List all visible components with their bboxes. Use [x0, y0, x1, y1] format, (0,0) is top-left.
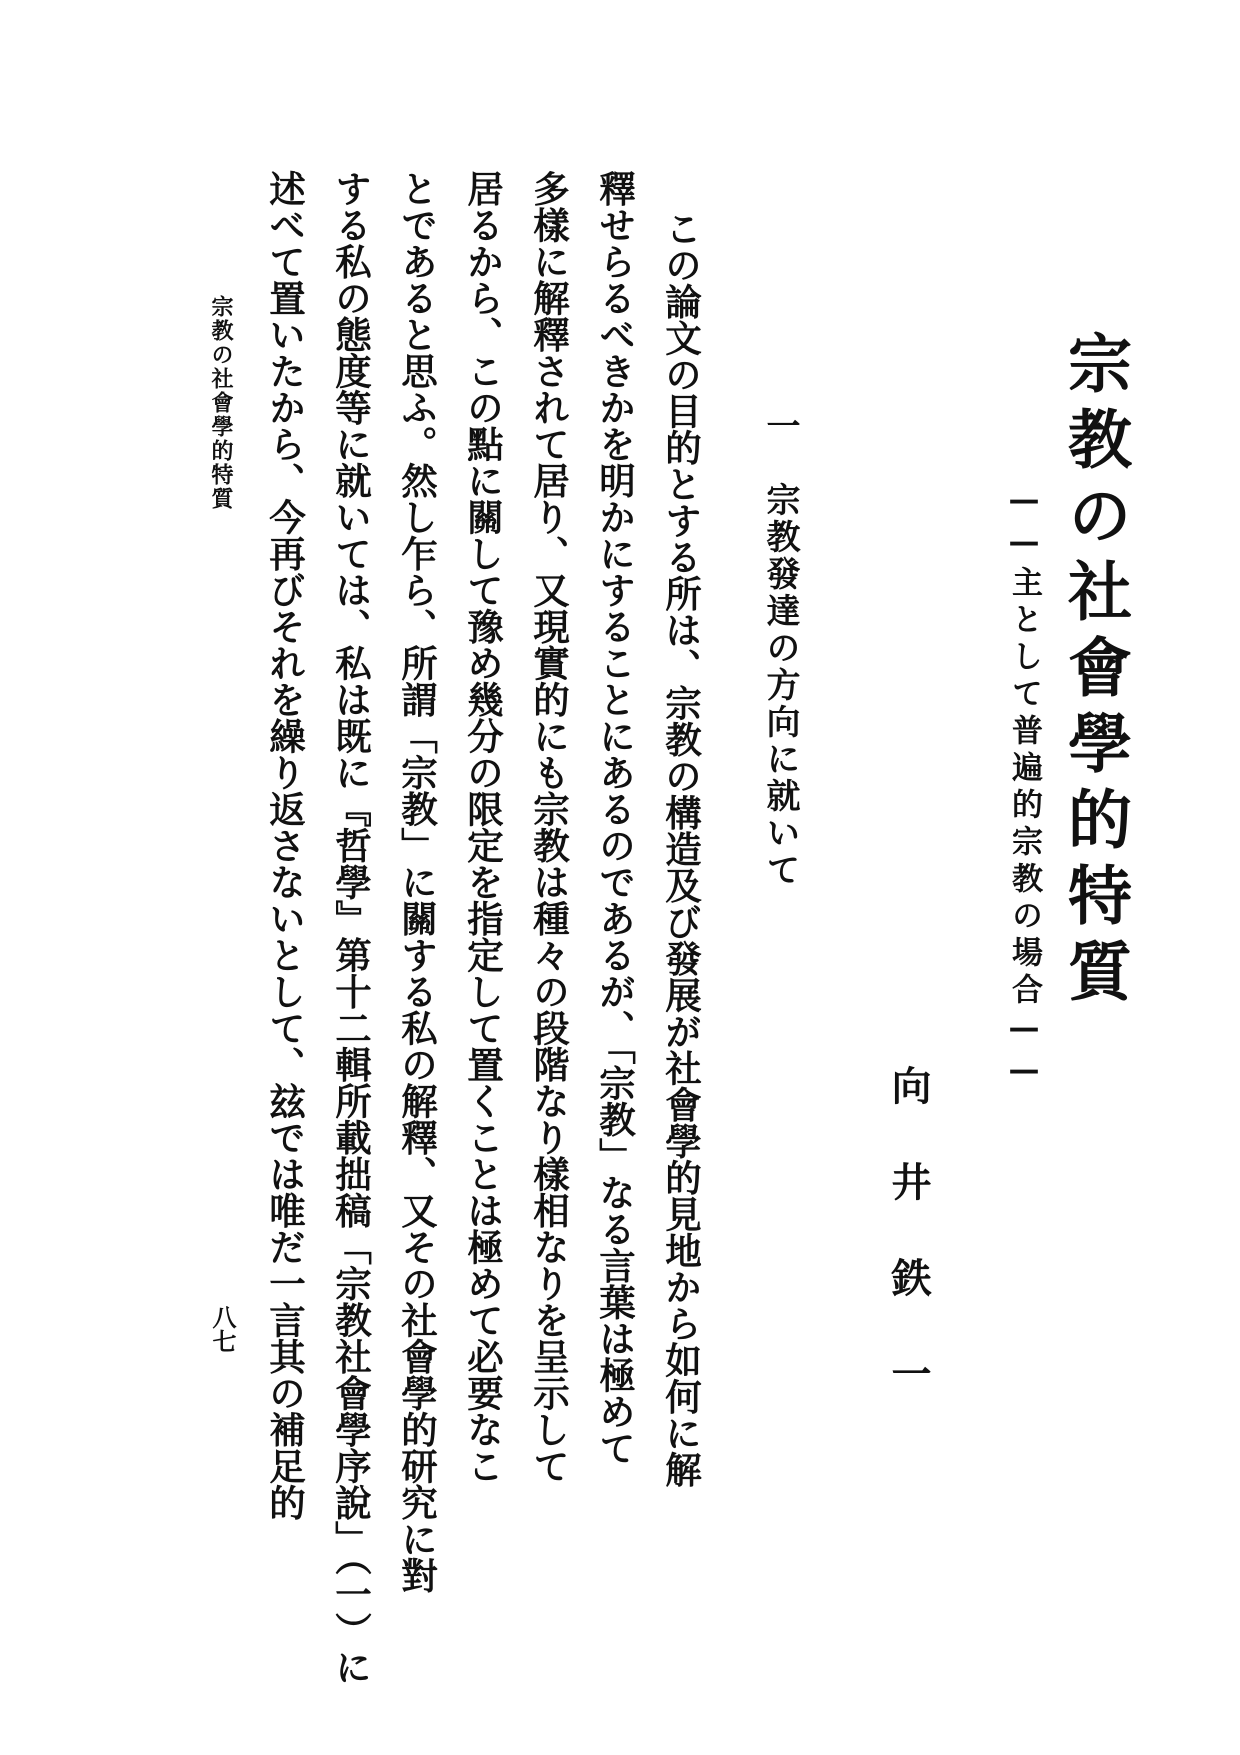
body-column: 釋せらるべきかを明かにすることにあるのであるが、「宗教」なる言葉は極めて — [593, 170, 637, 1466]
body-column: とであると思ふ。然し乍ら、所謂「宗教」に關する私の解釋、又その社會學的研究に對 — [395, 170, 439, 1594]
body-column: この論文の目的とする所は、宗教の構造及び發展が社會學的見地から如何に解 — [659, 210, 703, 1488]
body-column: 居るから、この點に關して豫め幾分の限定を指定して置くことは極めて必要なこ — [461, 170, 505, 1484]
body-column: する私の態度等に就いては、私は既に『哲學』第十二輯所載拙稿「宗教社會學序說」（一）に — [329, 170, 373, 1685]
page-number: 八七 — [208, 1305, 236, 1353]
author-name: 向井鉄一 — [885, 1065, 931, 1449]
running-header: 宗教の社會學的特質 — [208, 295, 233, 511]
article-subtitle: ——主として普遍的宗教の場合—— — [1006, 482, 1042, 1094]
body-column: 述べて置いたから、今再びそれを繰り返さないとして、玆では唯だ一言其の補足的 — [263, 170, 307, 1521]
article-title: 宗教の社會學的特質 — [1057, 330, 1131, 1014]
body-column: 多樣に解釋されて居り、又現實的にも宗教は種々の段階なり樣相なりを呈示して — [527, 170, 571, 1484]
section-heading: 一 宗教發達の方向に就いて — [760, 408, 800, 889]
